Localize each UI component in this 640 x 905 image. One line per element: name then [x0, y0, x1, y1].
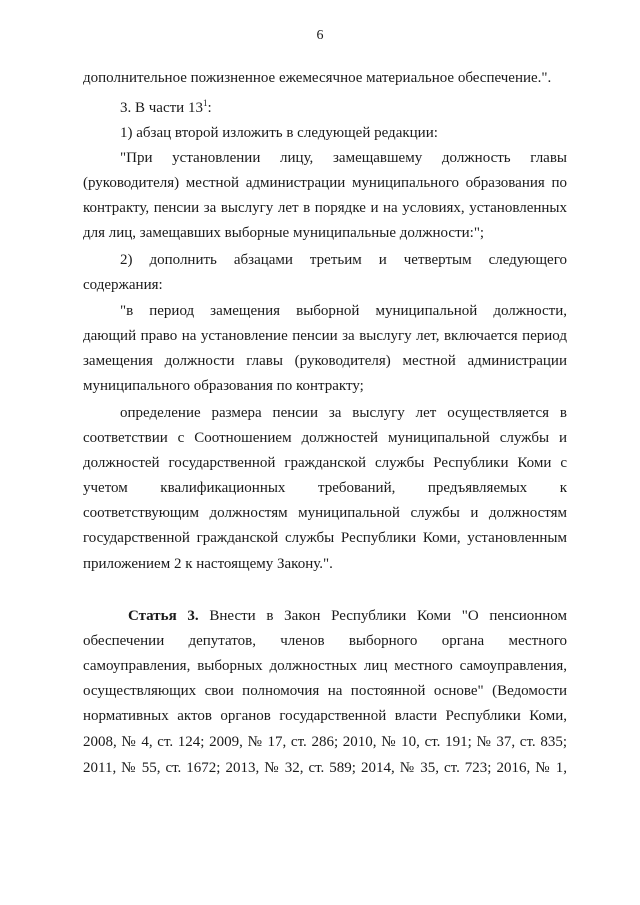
- text-line: содержания:: [83, 277, 163, 293]
- text-line: самоуправления, выборных должностных лиц местного самоуправления,: [83, 658, 567, 674]
- text-line: "в период замещения выборной муниципальной должности,: [120, 303, 567, 319]
- text-line: обеспечении депутатов, членов выборного органа местного: [83, 633, 567, 649]
- text-line: [120, 99, 567, 117]
- text-line: соответствующим должностям муниципальной службы и должностям: [83, 505, 567, 521]
- text-fragment: 3. В части 13: [120, 100, 203, 116]
- text-fragment: :: [207, 100, 212, 116]
- superscript: 1: [202, 98, 208, 108]
- text-line: 2011, № 55, ст. 1672; 2013, № 32, ст. 589; 2014, № 35, ст. 723; 2016, № 1,: [83, 760, 567, 776]
- text-line: замещения должности главы (руководителя) местной администрации: [83, 353, 567, 369]
- text-line: "При установлении лицу, замещавшему должность главы: [120, 150, 567, 166]
- text-line: (руководителя) местной администрации муниципального образования по: [83, 175, 567, 191]
- text-fragment: Внести в Закон Республики Коми "О пенсионном: [209, 608, 568, 624]
- text-line: осуществляющих свои полномочия на постоянной основе" (Ведомости: [83, 683, 567, 699]
- text-line: приложением 2 к настоящему Закону.".: [83, 556, 333, 572]
- text-line: учетом квалификационных требований, предъявляемых к: [83, 480, 567, 496]
- text-line: определение размера пенсии за выслугу лет осуществляется в: [120, 405, 567, 421]
- text-line: 2) дополнить абзацами третьим и четвертым следующего: [120, 252, 567, 268]
- text-line: муниципального образования по контракту;: [83, 378, 364, 394]
- article-heading: Статья 3.: [128, 608, 199, 624]
- text-line: 1) абзац второй изложить в следующей редакции:: [120, 125, 438, 141]
- text-line: дополнительное пожизненное ежемесячное материальное обеспечение.".: [83, 70, 552, 86]
- text-line: для лиц, замещавших выборные муниципальные должности:";: [83, 225, 485, 241]
- text-line: соответствии с Соотношением должностей муниципальной службы и: [83, 430, 567, 446]
- page-number: 6: [316, 28, 324, 43]
- text-line: государственной гражданской службы Республики Коми, установленным: [83, 530, 567, 546]
- text-line: [128, 607, 567, 625]
- text-line: нормативных актов органов государственной власти Республики Коми,: [83, 708, 567, 724]
- text-line: дающий право на установление пенсии за выслугу лет, включается период: [83, 328, 567, 344]
- text-line: должностей государственной гражданской службы Республики Коми с: [83, 455, 567, 471]
- text-line: 2008, № 4, ст. 124; 2009, № 17, ст. 286; 2010, № 10, ст. 191; № 37, ст. 835;: [83, 734, 567, 750]
- text-line: контракту, пенсии за выслугу лет в порядке и на условиях, установленных: [83, 200, 567, 216]
